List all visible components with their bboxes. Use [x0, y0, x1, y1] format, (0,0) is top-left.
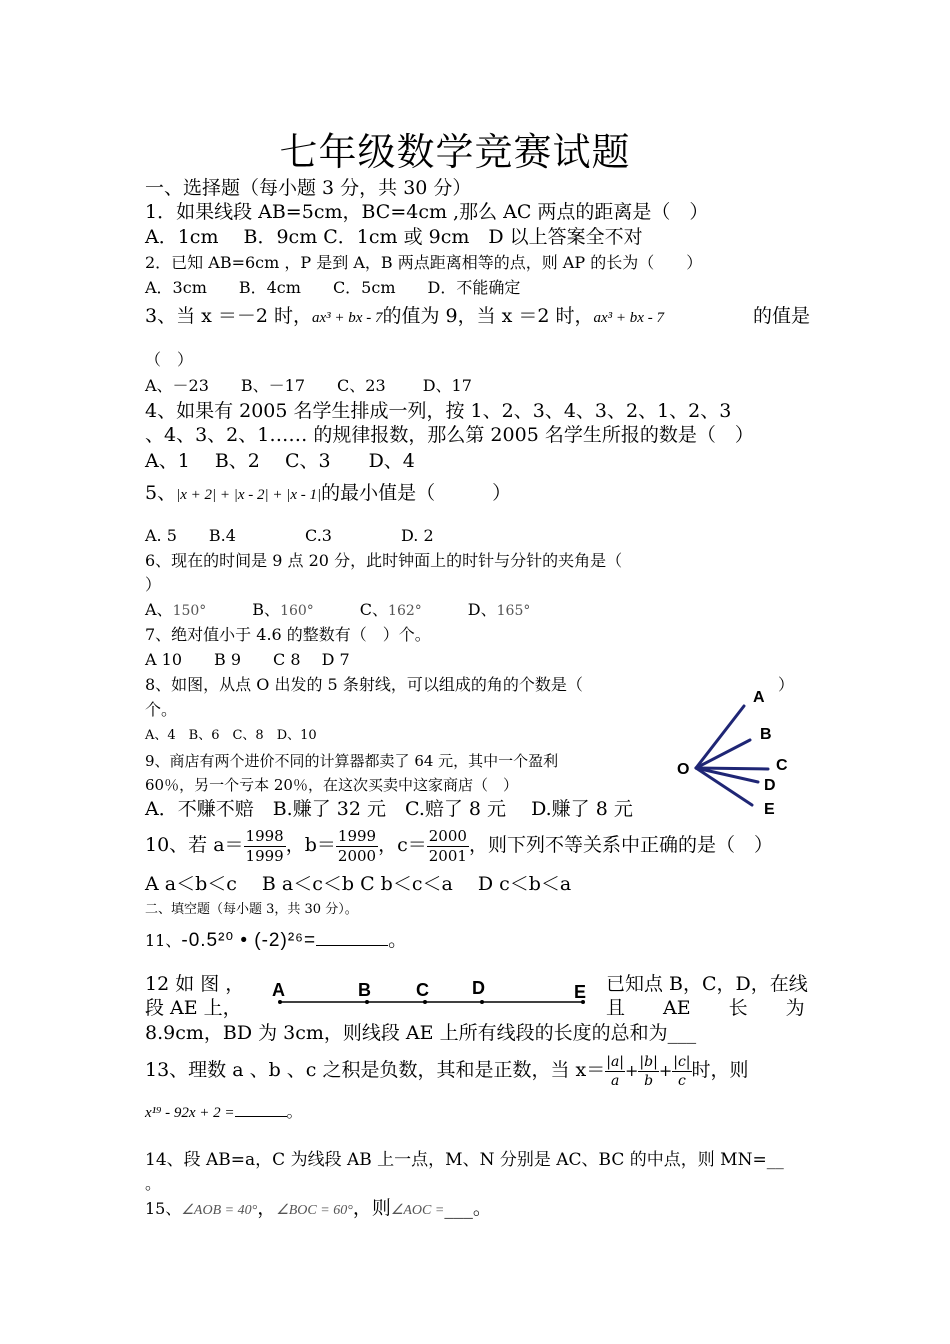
q3-line: [145, 304, 810, 330]
segment-figure: [265, 976, 600, 1014]
q13-frac-c-num: |c|: [673, 1053, 691, 1070]
q9-line1: 9、商店有两个进价不同的计算器都卖了 64 元，其中一个盈利: [145, 752, 559, 770]
q13-end: 。: [286, 1102, 303, 1121]
point-label-d: D: [472, 978, 485, 998]
q12-right1: 已知点 B，C，D，在线: [606, 973, 808, 995]
q5-line: [145, 481, 511, 507]
q10-frac-b: [336, 827, 378, 866]
q10-c-label: ，c＝: [378, 834, 427, 856]
q6-option-a-value: 150°: [172, 603, 207, 619]
q13-frac-a-den: a: [610, 1072, 620, 1089]
q15-expr-aob: ∠AOB = 40°: [181, 1203, 258, 1218]
q1-options: A．1cm B．9cm C．1cm 或 9cm D 以上答案全不对: [145, 226, 643, 248]
q13-suffix: 时，则: [691, 1059, 749, 1081]
ray-ob: [696, 740, 750, 768]
q8-options: A、4 B、6 C、8 D、10: [145, 728, 317, 743]
q10-options: A a＜b＜c B a＜c＜b C b＜c＜a D c＜b＜a: [145, 873, 572, 895]
q15-mid: ，则: [352, 1197, 391, 1219]
point-label-b: B: [358, 980, 371, 1000]
q6-option-d-letter: D、: [467, 600, 497, 619]
q13-frac-a-num: |a|: [606, 1053, 625, 1070]
q15-prefix: 15、: [145, 1199, 182, 1218]
ray-label-e: E: [764, 801, 775, 818]
q13-frac-c-den: c: [677, 1072, 686, 1089]
q6-option-b-letter: B、: [252, 600, 281, 619]
q2-options: A．3cm B．4cm C．5cm D．不能确定: [145, 278, 521, 297]
point-d: [480, 1000, 484, 1004]
q15-sep: ，: [257, 1197, 277, 1219]
q13-frac-b-num: |b|: [639, 1053, 658, 1070]
q8-line1-end: ）: [778, 675, 795, 694]
q6-options: [145, 598, 530, 623]
ray-label-d: D: [764, 777, 776, 794]
q12-left2: 段 AE 上，: [145, 997, 242, 1019]
q6-option-c-letter: C、: [359, 600, 389, 619]
q10-a-denominator: 1999: [245, 846, 284, 865]
q9-line2: 60％，另一个亏本 20％，在这次买卖中这家商店（ ）: [145, 776, 518, 794]
point-a: [278, 1000, 282, 1004]
q3-options: A、－23 B、－17 C、23 D、17: [145, 376, 472, 395]
q3-suffix: 的值是: [752, 305, 810, 327]
q3-mid: 的值为 9，当 x ＝2 时，: [382, 305, 594, 327]
q11-prefix: 11、: [145, 931, 182, 950]
q2-text: 2．已知 AB=6cm ，P 是到 A，B 两点距离相等的点，则 AP 的长为（ ）: [145, 253, 703, 272]
q11-end: 。: [388, 929, 408, 951]
q8-line1: 8、如图，从点 O 出发的 5 条射线，可以组成的角的个数是（: [145, 675, 583, 694]
q9-options: A．不赚不赔 B.赚了 32 元 C.赔了 8 元 D.赚了 8 元: [145, 798, 633, 820]
ray-oc: [696, 768, 768, 769]
q4-line2: 、4、3、2、1…… 的规律报数，那么第 2005 名学生所报的数是（ ）: [145, 424, 754, 446]
ray-label-c: C: [776, 757, 788, 774]
q6-option-d-value: 165°: [496, 603, 531, 619]
q10-a-numerator: 1998: [245, 826, 284, 845]
rays-figure: [668, 680, 798, 820]
q13-prefix: 13、理数 a 、b 、c 之积是负数，其和是正数，当 x＝: [145, 1059, 606, 1081]
q13-frac-b-den: b: [644, 1072, 654, 1089]
q5-prefix: 5、: [145, 482, 177, 504]
q13-line: [145, 1050, 749, 1091]
q14-text: 14、段 AB=a，C 为线段 AB 上一点，M、N 分别是 AC、BC 的中点，则 MN=__: [145, 1150, 784, 1170]
q6-option-c-value: 162°: [388, 603, 422, 619]
q11-blank: [316, 945, 388, 946]
q13-expr: x¹⁹ - 92x + 2 =: [145, 1105, 235, 1121]
q13-frac-c: [672, 1053, 691, 1090]
q10-b-denominator: 2000: [337, 846, 377, 865]
point-label-c: C: [416, 980, 429, 1000]
q5-options: A. 5 B.4 C.3 D. 2: [145, 526, 434, 545]
q7-options: A 10 B 9 C 8 D 7: [145, 650, 350, 669]
q13-plus-1: +: [625, 1061, 639, 1080]
q6-line2: ）: [145, 575, 162, 594]
q10-b-numerator: 1999: [337, 826, 377, 845]
q10-b-label: ，b＝: [285, 834, 336, 856]
q10-suffix: ，则下列不等关系中正确的是（ ）: [468, 834, 773, 856]
q15-line: [145, 1196, 492, 1223]
q6-option-b-value: 160°: [280, 603, 314, 619]
point-c: [423, 1000, 427, 1004]
q6-line1: 6、现在的时间是 9 点 20 分，此时钟面上的时针与分针的夹角是（: [145, 551, 623, 570]
q13-frac-a: [605, 1053, 625, 1090]
q10-line: [145, 826, 773, 866]
q5-suffix: 的最小值是（ ）: [321, 482, 512, 504]
q12-left1: 12 如 图 ，: [145, 973, 245, 995]
q15-expr-aoc: ∠AOC =: [390, 1203, 445, 1218]
q1-text: 1．如果线段 AB=5cm，BC=4cm ,那么 AC 两点的距离是（ ）: [145, 201, 709, 223]
ray-oa: [696, 706, 744, 768]
q5-expr: |x + 2| + |x - 2| + |x - 1|: [176, 487, 322, 503]
q4-line1: 4、如果有 2005 名学生排成一列，按 1、2、3、4、3、2、1、2、3: [145, 400, 732, 422]
q3-expr-1: ax³ + bx - 7: [312, 310, 383, 326]
q10-frac-a: [244, 827, 286, 866]
q3-expr-2: ax³ + bx - 7: [593, 310, 664, 326]
point-b: [365, 1000, 369, 1004]
q10-frac-c: [427, 827, 469, 866]
q12-line3: 8.9cm，BD 为 3cm，则线段 AE 上所有线段的长度的总和为___: [145, 1022, 697, 1044]
q10-prefix: 10、若 a＝: [145, 834, 244, 856]
q6-option-a-letter: A、: [145, 600, 173, 619]
q3-paren: （ ）: [145, 350, 194, 369]
ray-origin-label: O: [677, 761, 690, 778]
q8-line2: 个。: [145, 700, 178, 719]
q13-blank: [235, 1116, 287, 1117]
q10-c-numerator: 2000: [428, 826, 467, 845]
ray-label-a: A: [753, 689, 765, 706]
q15-expr-boc: ∠BOC = 60°: [276, 1203, 353, 1218]
q13-line2: [145, 1099, 303, 1125]
section-2-heading: 二、填空题（每小题 3，共 30 分）。: [145, 902, 358, 917]
q3-prefix: 3、当 x ＝－2 时，: [145, 305, 313, 327]
section-1-heading: 一、选择题（每小题 3 分，共 30 分）: [145, 177, 472, 199]
q10-c-denominator: 2001: [428, 846, 467, 865]
point-label-a: A: [272, 980, 285, 1000]
q11-line: [145, 928, 407, 953]
q13-plus-2: +: [658, 1061, 673, 1080]
q12-right2: 且 AE 长 为: [606, 997, 805, 1019]
q11-expr: -0.5²⁰ • (-2)²⁶=: [181, 930, 317, 951]
q14-end: 。: [145, 1174, 162, 1193]
q4-options: A、1 B、2 C、3 D、4: [145, 450, 415, 472]
ray-label-b: B: [760, 726, 772, 743]
q13-frac-b: [638, 1053, 658, 1090]
q7-text: 7、绝对值小于 4.6 的整数有（ ）个。: [145, 625, 431, 644]
point-label-e: E: [574, 982, 587, 1002]
page-title: 七年级数学竞赛试题: [279, 130, 631, 174]
q15-end: ___。: [444, 1197, 492, 1219]
